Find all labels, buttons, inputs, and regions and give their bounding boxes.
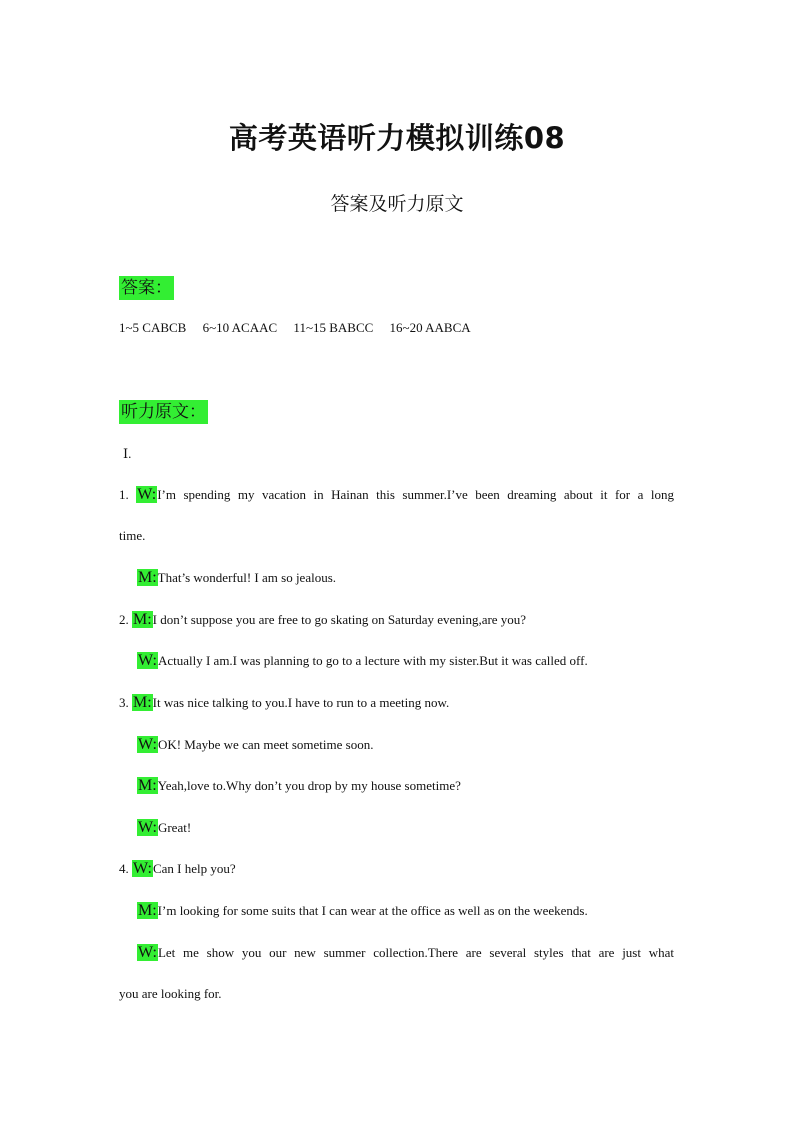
transcript-line: [137, 944, 674, 962]
speaker-tag: M:: [133, 611, 152, 628]
line-text: I’m looking for some suits that I can wear at the office as well as on the weekends.: [157, 903, 588, 918]
line-text: I don’t suppose you are free to go skating on Saturday evening,are you?: [152, 612, 527, 627]
speaker-tag: M:: [138, 569, 157, 586]
answers-heading: 答案：: [121, 278, 172, 298]
transcript-line: [119, 611, 526, 629]
line-text: OK! Maybe we can meet sometime soon.: [157, 737, 374, 752]
speaker-tag: W:: [138, 819, 157, 836]
transcript-line: [137, 652, 588, 670]
transcript-line: [137, 902, 588, 920]
line-text: Actually I am.I was planning to go to a lecture with my sister.But it was called off.: [157, 653, 588, 668]
item-number: 3.: [119, 695, 129, 710]
page-title: 高考英语听力模拟训练08: [228, 121, 566, 155]
page-subtitle: 答案及听力原文: [330, 193, 464, 215]
line-text: Yeah,love to.Why don’t you drop by my house sometime?: [157, 778, 461, 793]
speaker-tag: M:: [138, 777, 157, 794]
transcript-line: [119, 860, 236, 878]
line-text: Great!: [157, 820, 192, 835]
line-text: That’s wonderful! I am so jealous.: [157, 570, 337, 585]
item-number: 2.: [119, 612, 129, 627]
item-number: 4.: [119, 861, 129, 876]
line-text: Can I help you?: [152, 861, 236, 876]
transcript-line: [119, 694, 449, 712]
line-text: time.: [119, 528, 146, 543]
transcript-line: [119, 527, 145, 545]
speaker-tag: W:: [137, 486, 157, 503]
line-text: Let me show you our new summer collection.There are several styles that are just what: [157, 945, 674, 960]
speaker-tag: M:: [138, 902, 157, 919]
part-label: Ⅰ.: [123, 446, 132, 461]
transcript-line: [119, 486, 674, 504]
transcript-line: [137, 777, 461, 795]
speaker-tag: W:: [133, 860, 152, 877]
speaker-tag: W:: [138, 736, 157, 753]
answers-line: 1~5 CABCB 6~10 ACAAC 11~15 BABCC 16~20 AABCA: [119, 320, 471, 335]
speaker-tag: M:: [133, 694, 152, 711]
speaker-tag: W:: [138, 652, 157, 669]
transcript-line: [137, 569, 336, 587]
line-text: you are looking for.: [119, 986, 222, 1001]
line-text: I’m spending my vacation in Hainan this summer.I’ve been dreaming about it for a long: [157, 487, 674, 502]
transcript-line: [137, 736, 373, 754]
transcript-heading: 听力原文：: [121, 402, 206, 422]
transcript-line: [119, 985, 222, 1003]
line-text: It was nice talking to you.I have to run to a meeting now.: [152, 695, 450, 710]
transcript-line: [137, 819, 191, 837]
item-number: 1.: [119, 487, 129, 502]
speaker-tag: W:: [138, 944, 157, 961]
